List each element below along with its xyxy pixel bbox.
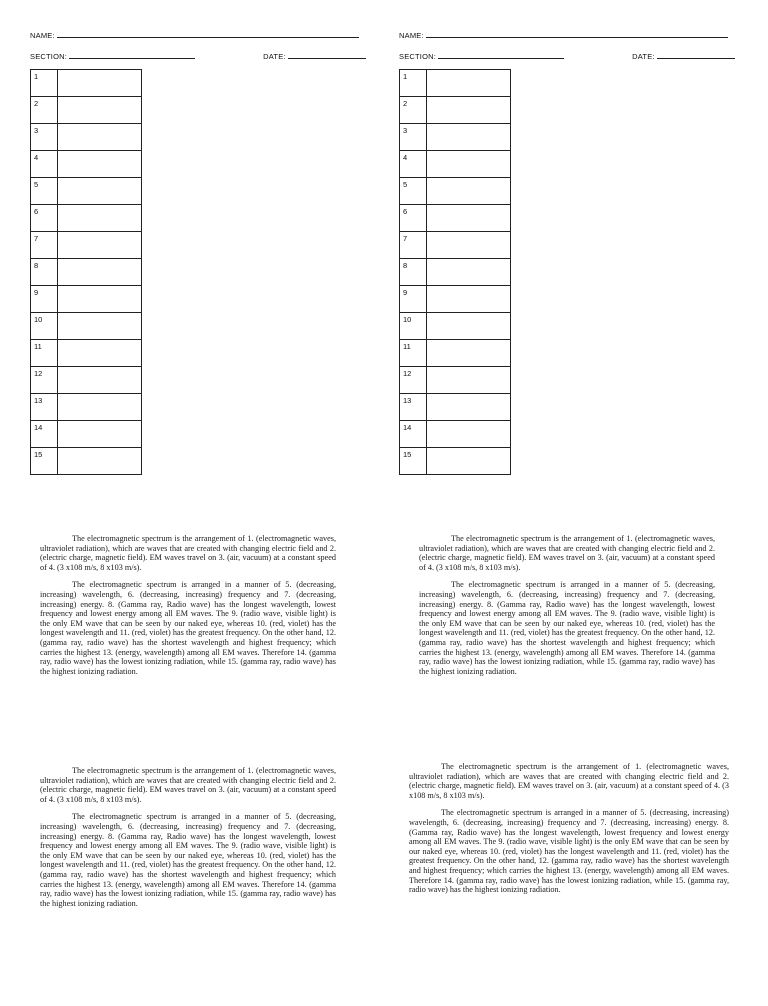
answer-number: 14 bbox=[31, 421, 58, 448]
answer-row bbox=[400, 340, 511, 367]
name-label: NAME: bbox=[399, 31, 424, 40]
answer-number: 3 bbox=[400, 124, 427, 151]
answer-cell[interactable] bbox=[58, 70, 142, 97]
answer-number: 7 bbox=[31, 232, 58, 259]
answer-number: 8 bbox=[31, 259, 58, 286]
answer-number: 2 bbox=[400, 97, 427, 124]
answer-cell[interactable] bbox=[58, 448, 142, 475]
answer-number: 4 bbox=[31, 151, 58, 178]
answer-row bbox=[31, 394, 142, 421]
answer-cell[interactable] bbox=[58, 259, 142, 286]
answer-cell[interactable] bbox=[58, 205, 142, 232]
passage-paragraph-2: The electromagnetic spectrum is arranged in a manner of 5. (decreasing, increasing) wavelength, 6. (decreasing, increasing) frequency and 7. (decreasing, increasing) energy. 8. (Gamma ray, Radio wave) has the longest wavelength, lowest frequency and lowest energy among all EM waves. The 9. (radio wave, visible light) is the only EM wave that can be seen by our naked eye, whereas 10. (red, violet) has the longest wavelength and 11. (red, violet) has the greatest frequency. On the other hand, 12. (gamma ray, radio wave) has the shortest wavelength and highest frequency; which carries the highest 13. (energy, wavelength) among all EM waves. Therefore 14. (gamma ray, radio wave) has the lowest ionizing radiation, while 15. (gamma ray, radio wave) has the highest ionizing radiation. bbox=[40, 812, 336, 908]
answer-number: 10 bbox=[400, 313, 427, 340]
answer-number: 1 bbox=[400, 70, 427, 97]
answer-cell[interactable] bbox=[58, 124, 142, 151]
answer-cell[interactable] bbox=[427, 232, 511, 259]
answer-row bbox=[31, 448, 142, 475]
answer-cell[interactable] bbox=[58, 421, 142, 448]
passage-copy bbox=[40, 766, 336, 908]
answer-cell[interactable] bbox=[58, 394, 142, 421]
answer-cell[interactable] bbox=[427, 178, 511, 205]
answer-row bbox=[31, 259, 142, 286]
answer-row bbox=[31, 70, 142, 97]
answer-row bbox=[400, 367, 511, 394]
section-date-row bbox=[30, 51, 366, 61]
answer-cell[interactable] bbox=[427, 124, 511, 151]
answer-number: 12 bbox=[31, 367, 58, 394]
answer-row bbox=[31, 367, 142, 394]
answer-row bbox=[400, 394, 511, 421]
answer-number: 3 bbox=[31, 124, 58, 151]
answer-number: 13 bbox=[31, 394, 58, 421]
answer-row bbox=[31, 151, 142, 178]
answer-number: 13 bbox=[400, 394, 427, 421]
answer-cell[interactable] bbox=[427, 205, 511, 232]
answer-row bbox=[31, 232, 142, 259]
answer-row bbox=[31, 124, 142, 151]
answer-number: 6 bbox=[400, 205, 427, 232]
answer-row bbox=[31, 97, 142, 124]
passage-copy bbox=[409, 762, 729, 895]
answer-cell[interactable] bbox=[58, 340, 142, 367]
answer-cell[interactable] bbox=[58, 313, 142, 340]
name-label: NAME: bbox=[30, 31, 55, 40]
answer-row bbox=[400, 259, 511, 286]
name-field-row bbox=[399, 30, 728, 40]
answer-cell[interactable] bbox=[58, 286, 142, 313]
answer-row bbox=[400, 124, 511, 151]
answer-cell[interactable] bbox=[58, 367, 142, 394]
answer-row bbox=[31, 205, 142, 232]
section-label: SECTION: bbox=[399, 52, 437, 61]
passage-paragraph-2: The electromagnetic spectrum is arranged in a manner of 5. (decreasing, increasing) wavelength, 6. (decreasing, increasing) frequency and 7. (decreasing, increasing) energy. 8. (Gamma ray, Radio wave) has the longest wavelength, lowest frequency and lowest energy among all EM waves. The 9. (radio wave, visible light) is the only EM wave that can be seen by our naked eye, whereas 10. (red, violet) has the longest wavelength and 11. (red, violet) has the greatest frequency. On the other hand, 12. (gamma ray, radio wave) has the shortest wavelength and highest frequency; which carries the highest 13. (energy, wavelength) among all EM waves. Therefore 14. (gamma ray, radio wave) has the lowest ionizing radiation, while 15. (gamma ray, radio wave) has the highest ionizing radiation. bbox=[409, 808, 729, 895]
answer-cell[interactable] bbox=[427, 448, 511, 475]
answer-row bbox=[31, 421, 142, 448]
section-label: SECTION: bbox=[30, 52, 68, 61]
answer-cell[interactable] bbox=[427, 286, 511, 313]
answer-cell[interactable] bbox=[427, 70, 511, 97]
answer-number: 4 bbox=[400, 151, 427, 178]
passage-copy bbox=[419, 534, 715, 676]
answer-row bbox=[400, 178, 511, 205]
answer-number: 15 bbox=[400, 448, 427, 475]
passage-paragraph-1: The electromagnetic spectrum is the arrangement of 1. (electromagnetic waves, ultraviolet radiation), which are waves that are created with changing electric field and 2. (electric charge, magnetic field). EM waves travel on 3. (air, vacuum) at a constant speed of 4. (3 x108 m/s, 8 x103 m/s). bbox=[40, 766, 336, 804]
answer-row bbox=[31, 340, 142, 367]
answer-row bbox=[31, 286, 142, 313]
answer-number: 11 bbox=[400, 340, 427, 367]
section-date-row bbox=[399, 51, 735, 61]
answer-cell[interactable] bbox=[427, 394, 511, 421]
answer-number: 9 bbox=[31, 286, 58, 313]
name-field-row bbox=[30, 30, 359, 40]
answer-number: 7 bbox=[400, 232, 427, 259]
answer-number: 9 bbox=[400, 286, 427, 313]
passage-paragraph-1: The electromagnetic spectrum is the arrangement of 1. (electromagnetic waves, ultraviolet radiation), which are waves that are created with changing electric field and 2. (electric charge, magnetic field). EM waves travel on 3. (air, vacuum) at a constant speed of 4. (3 x108 m/s, 8 x103 m/s). bbox=[419, 534, 715, 572]
answer-number: 10 bbox=[31, 313, 58, 340]
section-blank[interactable] bbox=[438, 51, 564, 59]
answer-table bbox=[399, 69, 511, 475]
passage-copy bbox=[40, 534, 336, 676]
name-blank[interactable] bbox=[426, 30, 728, 38]
answer-cell[interactable] bbox=[427, 421, 511, 448]
answer-number: 5 bbox=[31, 178, 58, 205]
answer-row bbox=[400, 313, 511, 340]
date-label: DATE: bbox=[632, 52, 655, 61]
answer-cell[interactable] bbox=[58, 97, 142, 124]
answer-cell[interactable] bbox=[427, 313, 511, 340]
answer-row bbox=[31, 178, 142, 205]
answer-row bbox=[400, 232, 511, 259]
answer-row bbox=[400, 151, 511, 178]
passage-paragraph-2: The electromagnetic spectrum is arranged in a manner of 5. (decreasing, increasing) wavelength, 6. (decreasing, increasing) frequency and 7. (decreasing, increasing) energy. 8. (Gamma ray, Radio wave) has the longest wavelength, lowest frequency and lowest energy among all EM waves. The 9. (radio wave, visible light) is the only EM wave that can be seen by our naked eye, whereas 10. (red, violet) has the longest wavelength and 11. (red, violet) has the greatest frequency. On the other hand, 12. (gamma ray, radio wave) has the shortest wavelength and highest frequency; which carries the highest 13. (energy, wavelength) among all EM waves. Therefore 14. (gamma ray, radio wave) has the lowest ionizing radiation, while 15. (gamma ray, radio wave) has the highest ionizing radiation. bbox=[419, 580, 715, 676]
answer-cell[interactable] bbox=[58, 151, 142, 178]
answer-number: 6 bbox=[31, 205, 58, 232]
answer-number: 11 bbox=[31, 340, 58, 367]
date-label: DATE: bbox=[263, 52, 286, 61]
answer-cell[interactable] bbox=[427, 340, 511, 367]
answer-row bbox=[400, 70, 511, 97]
date-blank[interactable] bbox=[288, 51, 366, 59]
answer-row bbox=[31, 313, 142, 340]
date-blank[interactable] bbox=[657, 51, 735, 59]
worksheet-left bbox=[30, 0, 370, 1006]
answer-number: 8 bbox=[400, 259, 427, 286]
answer-cell[interactable] bbox=[58, 178, 142, 205]
date-field bbox=[632, 51, 735, 61]
answer-cell[interactable] bbox=[427, 151, 511, 178]
name-blank[interactable] bbox=[57, 30, 359, 38]
date-field bbox=[263, 51, 366, 61]
passage-paragraph-1: The electromagnetic spectrum is the arrangement of 1. (electromagnetic waves, ultraviolet radiation), which are waves that are created with changing electric field and 2. (electric charge, magnetic field). EM waves travel on 3. (air, vacuum) at a constant speed of 4. (3 x108 m/s, 8 x103 m/s). bbox=[40, 534, 336, 572]
passage-paragraph-1: The electromagnetic spectrum is the arrangement of 1. (electromagnetic waves, ultraviolet radiation), which are waves that are created with changing electric field and 2. (electric charge, magnetic field). EM waves travel on 3. (air, vacuum) at a constant speed of 4. (3 x108 m/s, 8 x103 m/s). bbox=[409, 762, 729, 800]
section-blank[interactable] bbox=[69, 51, 195, 59]
answer-row bbox=[400, 421, 511, 448]
answer-table bbox=[30, 69, 142, 475]
answer-number: 5 bbox=[400, 178, 427, 205]
answer-cell[interactable] bbox=[427, 259, 511, 286]
answer-row bbox=[400, 205, 511, 232]
answer-row bbox=[400, 97, 511, 124]
answer-row bbox=[400, 448, 511, 475]
answer-cell[interactable] bbox=[427, 97, 511, 124]
answer-number: 2 bbox=[31, 97, 58, 124]
answer-number: 12 bbox=[400, 367, 427, 394]
answer-row bbox=[400, 286, 511, 313]
passage-paragraph-2: The electromagnetic spectrum is arranged in a manner of 5. (decreasing, increasing) wavelength, 6. (decreasing, increasing) frequency and 7. (decreasing, increasing) energy. 8. (Gamma ray, Radio wave) has the longest wavelength, lowest frequency and lowest energy among all EM waves. The 9. (radio wave, visible light) is the only EM wave that can be seen by our naked eye, whereas 10. (red, violet) has the longest wavelength and 11. (red, violet) has the greatest frequency. On the other hand, 12. (gamma ray, radio wave) has the shortest wavelength and highest frequency; which carries the highest 13. (energy, wavelength) among all EM waves. Therefore 14. (gamma ray, radio wave) has the lowest ionizing radiation, while 15. (gamma ray, radio wave) has the highest ionizing radiation. bbox=[40, 580, 336, 676]
answer-cell[interactable] bbox=[58, 232, 142, 259]
answer-number: 1 bbox=[31, 70, 58, 97]
answer-number: 14 bbox=[400, 421, 427, 448]
answer-number: 15 bbox=[31, 448, 58, 475]
answer-cell[interactable] bbox=[427, 367, 511, 394]
worksheet-right bbox=[399, 0, 739, 1006]
